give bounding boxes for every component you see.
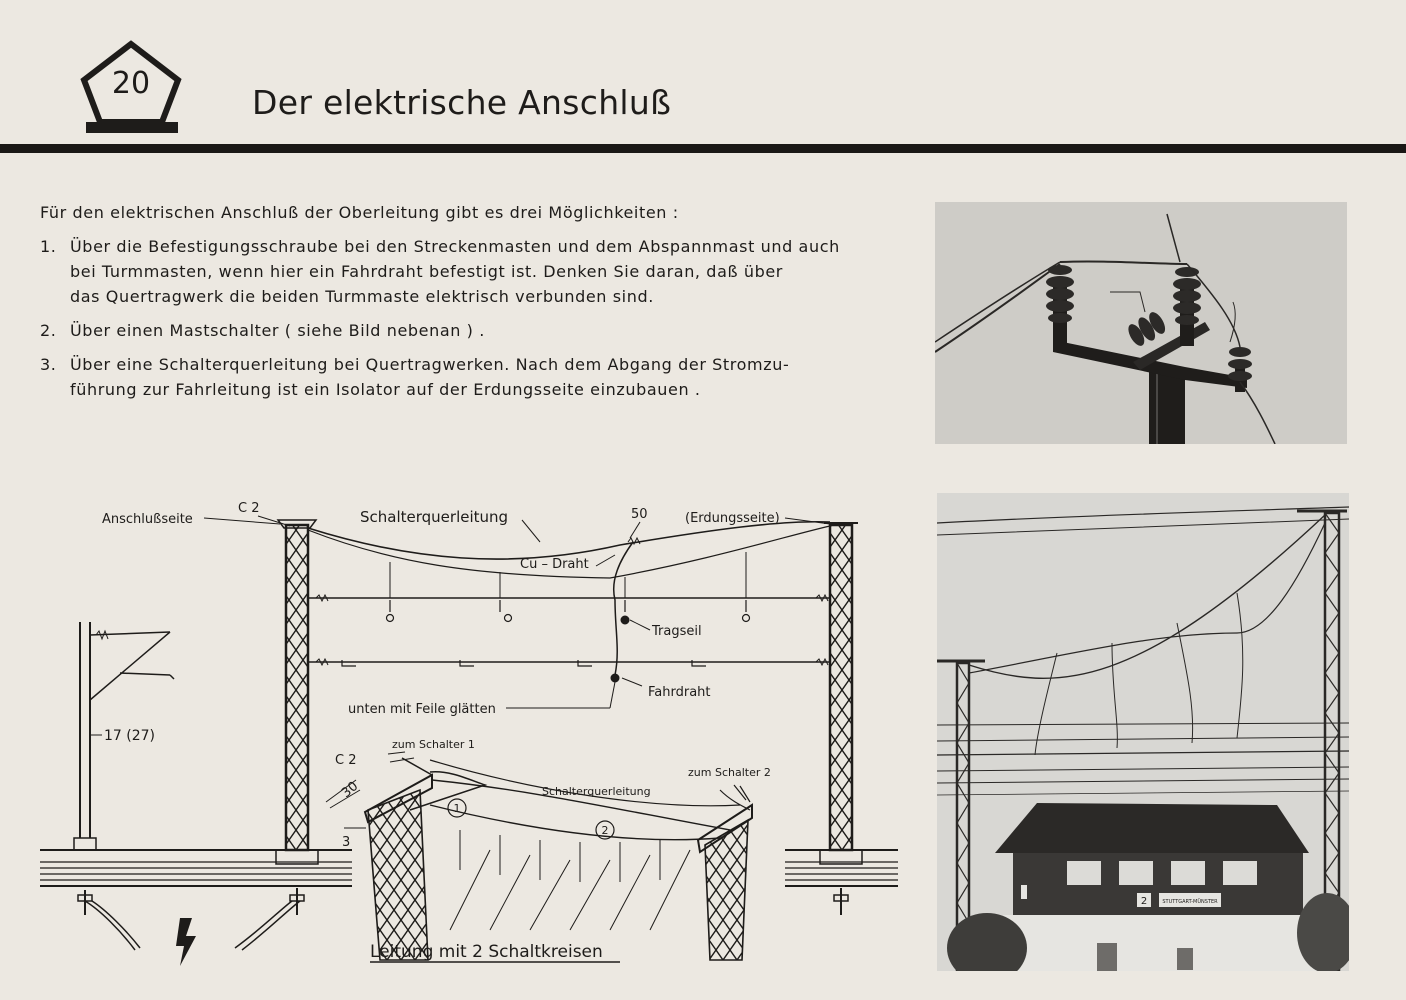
body-text bbox=[40, 200, 860, 411]
detail-sketch bbox=[326, 752, 752, 960]
label-erdungsseite: (Erdungsseite) bbox=[685, 511, 780, 526]
list-item-line: Über eine Schalterquerleitung bei Quertragwerken. Nach dem Abgang der Stromzu- bbox=[70, 355, 790, 374]
label-schalterquerleitung: Schalterquerleitung bbox=[360, 508, 509, 526]
label-c2-top: C 2 bbox=[238, 501, 260, 516]
signal-box-sign: STUTTGART-MÜNSTER bbox=[1162, 899, 1218, 905]
lightning-icon bbox=[176, 918, 196, 966]
label-fahrdraht: Fahrdraht bbox=[648, 685, 711, 700]
page-title: Der elektrische Anschluß bbox=[252, 83, 672, 122]
list-item-line: das Quertragwerk die beiden Turmmaste elektrisch verbunden sind. bbox=[70, 287, 654, 306]
insulator-icon bbox=[1228, 347, 1252, 381]
list-item-line: führung zur Fahrleitung ist ein Isolator auf der Erdungsseite einzubauen . bbox=[70, 380, 701, 399]
list-item-line: Über einen Mastschalter ( siehe Bild nebenan ) . bbox=[70, 321, 485, 340]
lattice-tower bbox=[820, 523, 862, 915]
header-rule bbox=[0, 144, 1406, 153]
list-item bbox=[40, 318, 860, 343]
intro-paragraph: Für den elektrischen Anschluß der Oberleitung gibt es drei Möglichkeiten : bbox=[40, 203, 679, 222]
label-feile: unten mit Feile glätten bbox=[348, 702, 496, 717]
label-fifty: 50 bbox=[631, 507, 648, 522]
list-item bbox=[40, 234, 860, 309]
label-circle-1: 1 bbox=[453, 802, 461, 815]
label-cu-draht: Cu – Draht bbox=[520, 557, 589, 572]
list-item-number: 1. bbox=[40, 237, 57, 256]
label-three: 3 bbox=[342, 835, 351, 850]
mast-switch-photo bbox=[935, 202, 1347, 444]
label-tragseil: Tragseil bbox=[652, 624, 702, 639]
label-schalterquerleitung-detail: Schalterquerleitung bbox=[542, 785, 651, 798]
signal-box-building bbox=[995, 803, 1317, 971]
label-mast-number: 17 (27) bbox=[104, 728, 156, 744]
label-c2-detail: C 2 bbox=[335, 753, 357, 768]
signal-box-number: 2 bbox=[1140, 896, 1148, 907]
signal-box-photo bbox=[937, 493, 1349, 971]
list-item-number: 2. bbox=[40, 321, 57, 340]
ground-plate bbox=[40, 850, 898, 886]
page-number: 20 bbox=[111, 66, 151, 101]
page-number-badge bbox=[78, 38, 184, 136]
diagram-caption: Leitung mit 2 Schaltkreisen bbox=[370, 942, 603, 962]
list-item-line: Über die Befestigungsschraube bei den Streckenmasten und dem Abspannmast und auch bbox=[70, 237, 840, 256]
line-mast bbox=[74, 622, 174, 950]
label-zum-schalter-1: zum Schalter 1 bbox=[392, 738, 475, 751]
label-circle-2: 2 bbox=[601, 824, 609, 837]
list-item bbox=[40, 352, 860, 402]
list-item-line: bei Turmmasten, wenn hier ein Fahrdraht befestigt ist. Denken Sie daran, daß über bbox=[70, 262, 783, 281]
list-item-number: 3. bbox=[40, 355, 57, 374]
label-zum-schalter-2: zum Schalter 2 bbox=[688, 766, 771, 779]
label-thirty: 30 bbox=[338, 778, 362, 802]
cross-span bbox=[308, 522, 830, 682]
label-anschlussseite: Anschlußseite bbox=[102, 512, 193, 527]
overhead-line-diagram bbox=[30, 490, 910, 970]
